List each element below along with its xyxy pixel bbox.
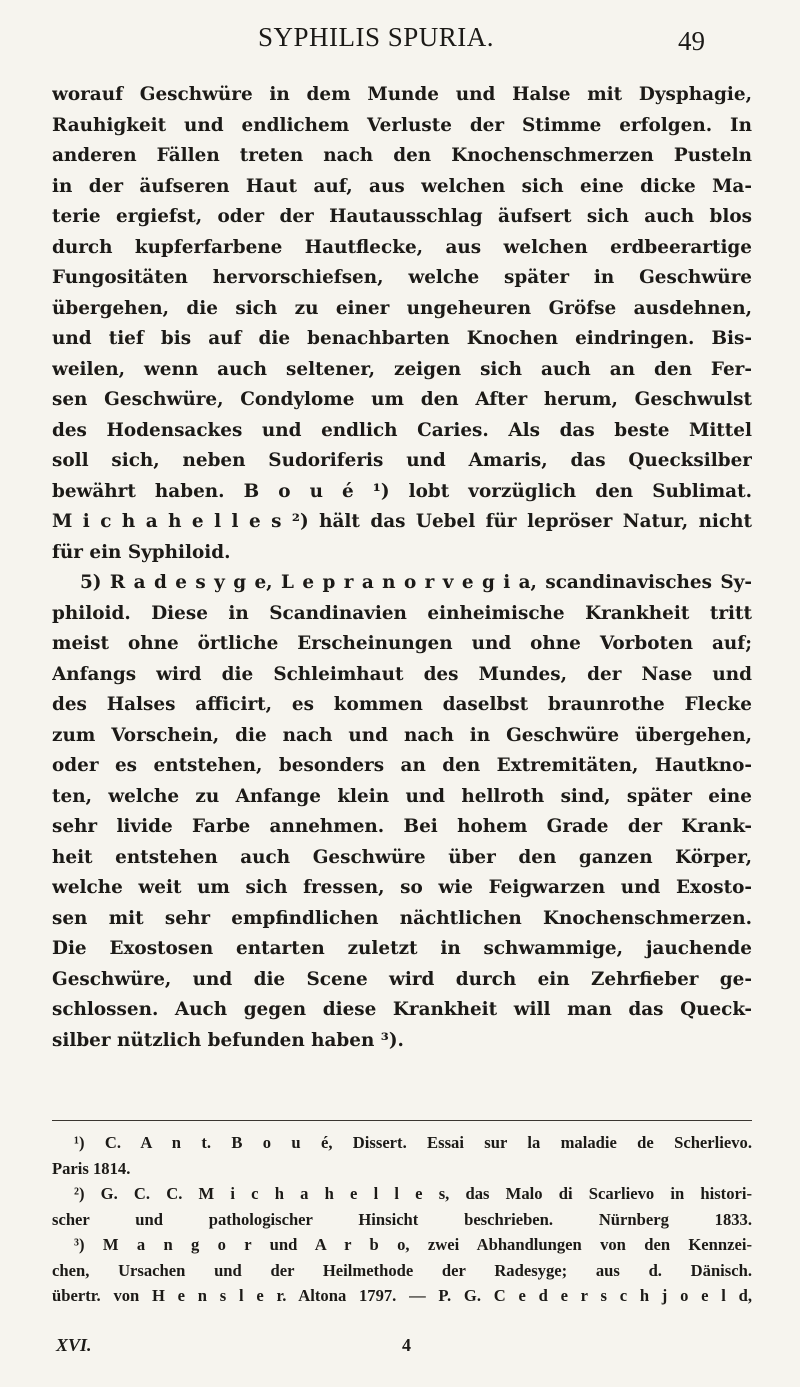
text-line: und tief bis auf die benachbarten Knochen eindringen. Bis-: [52, 328, 752, 349]
footnote-line: übertr. von H e n s l e r. Altona 1797. — P. G. C e d e r s c h j o e l d,: [52, 1286, 752, 1305]
text-line: worauf Geschwüre in dem Munde und Halse mit Dysphagie,: [52, 84, 752, 105]
page-header: [0, 22, 800, 62]
text-line: anderen Fällen treten nach den Knochenschmerzen Pusteln: [52, 145, 752, 166]
page-number: 49: [678, 26, 705, 56]
text-line: bewährt haben. B o u é ¹) lobt vorzüglich den Sublimat.: [52, 480, 752, 502]
body-text: [52, 80, 752, 1056]
text-line: übergehen, die sich zu einer ungeheuren Gröfse ausdehnen,: [52, 297, 752, 319]
text-line: welche weit um sich fressen, so wie Feigwarzen und Exosto-: [52, 877, 752, 898]
text-line: soll sich, neben Sudoriferis und Amaris, das Quecksilber: [52, 450, 752, 471]
text-line: sen mit sehr empfindlichen nächtlichen Knochenschmerzen.: [52, 907, 752, 929]
page-footer: [52, 1335, 752, 1363]
text-line: durch kupferfarbene Hautflecke, aus welchen erdbeerartige: [52, 236, 752, 258]
text-line: Die Exostosen entarten zuletzt in schwammige, jauchende: [52, 938, 752, 959]
signature-mark: XVI.: [56, 1335, 92, 1355]
text-line: schlossen. Auch gegen diese Krankheit will man das Queck-: [52, 999, 752, 1020]
text-line: des Hodensackes und endlich Caries. Als das beste Mittel: [52, 419, 752, 441]
text-line: zum Vorschein, die nach und nach in Geschwüre übergehen,: [52, 724, 752, 746]
footnote-line: Paris 1814.: [52, 1158, 131, 1178]
footnote-line: chen, Ursachen und der Heilmethode der Radesyge; aus d. Dänisch.: [52, 1260, 752, 1280]
footnote-line: scher und pathologischer Hinsicht beschrieben. Nürnberg 1833.: [52, 1209, 752, 1229]
text-line: M i c h a h e l l e s ²) hält das Uebel für lepröser Natur, nicht: [52, 511, 752, 532]
text-line: in der äufseren Haut auf, aus welchen sich eine dicke Ma-: [52, 175, 752, 197]
footnote-line: ²) G. C. C. M i c h a h e l l e s, das Malo di Scarlievo in histori-: [74, 1184, 752, 1203]
text-line: Geschwüre, und die Scene wird durch ein Zehrfieber ge-: [52, 968, 752, 990]
footnote-line: ¹) C. A n t. B o u é, Dissert. Essai sur la maladie de Scherlievo.: [74, 1133, 752, 1152]
text-line: philoid. Diese in Scandinavien einheimische Krankheit tritt: [52, 602, 752, 624]
sheet-number: 4: [402, 1335, 411, 1355]
text-line: Anfangs wird die Schleimhaut des Mundes, der Nase und: [52, 663, 752, 685]
text-line: ten, welche zu Anfange klein und hellroth sind, später eine: [52, 785, 752, 807]
text-line: Fungositäten hervorschiefsen, welche später in Geschwüre: [52, 267, 752, 288]
text-line: oder es entstehen, besonders an den Extremitäten, Hautkno-: [52, 755, 752, 776]
text-line: 5) R a d e s y g e, L e p r a n o r v e g i a, scandinavisches Sy-: [80, 572, 752, 593]
text-line: heit entstehen auch Geschwüre über den ganzen Körper,: [52, 846, 752, 868]
text-line: meist ohne örtliche Erscheinungen und ohne Vorboten auf;: [52, 633, 752, 654]
text-line: für ein Syphiloid.: [52, 541, 231, 563]
text-line: silber nützlich befunden haben ³).: [52, 1029, 404, 1051]
text-line: des Halses afficirt, es kommen daselbst braunrothe Flecke: [52, 694, 752, 715]
text-line: terie ergiefst, oder der Hautausschlag äufsert sich auch blos: [52, 206, 752, 227]
text-line: sehr livide Farbe annehmen. Bei hohem Grade der Krank-: [52, 816, 752, 837]
running-head: SYPHILIS SPURIA.: [258, 22, 495, 52]
footnotes: [52, 1130, 752, 1309]
footnote-divider: [52, 1120, 752, 1121]
text-line: weilen, wenn auch seltener, zeigen sich auch an den Fer-: [52, 358, 752, 380]
text-line: sen Geschwüre, Condylome um den After herum, Geschwulst: [52, 389, 752, 410]
text-line: Rauhigkeit und endlichem Verluste der Stimme erfolgen. In: [52, 114, 752, 136]
footnote-line: ³) M a n g o r und A r b o, zwei Abhandlungen von den Kennzei-: [74, 1235, 752, 1254]
